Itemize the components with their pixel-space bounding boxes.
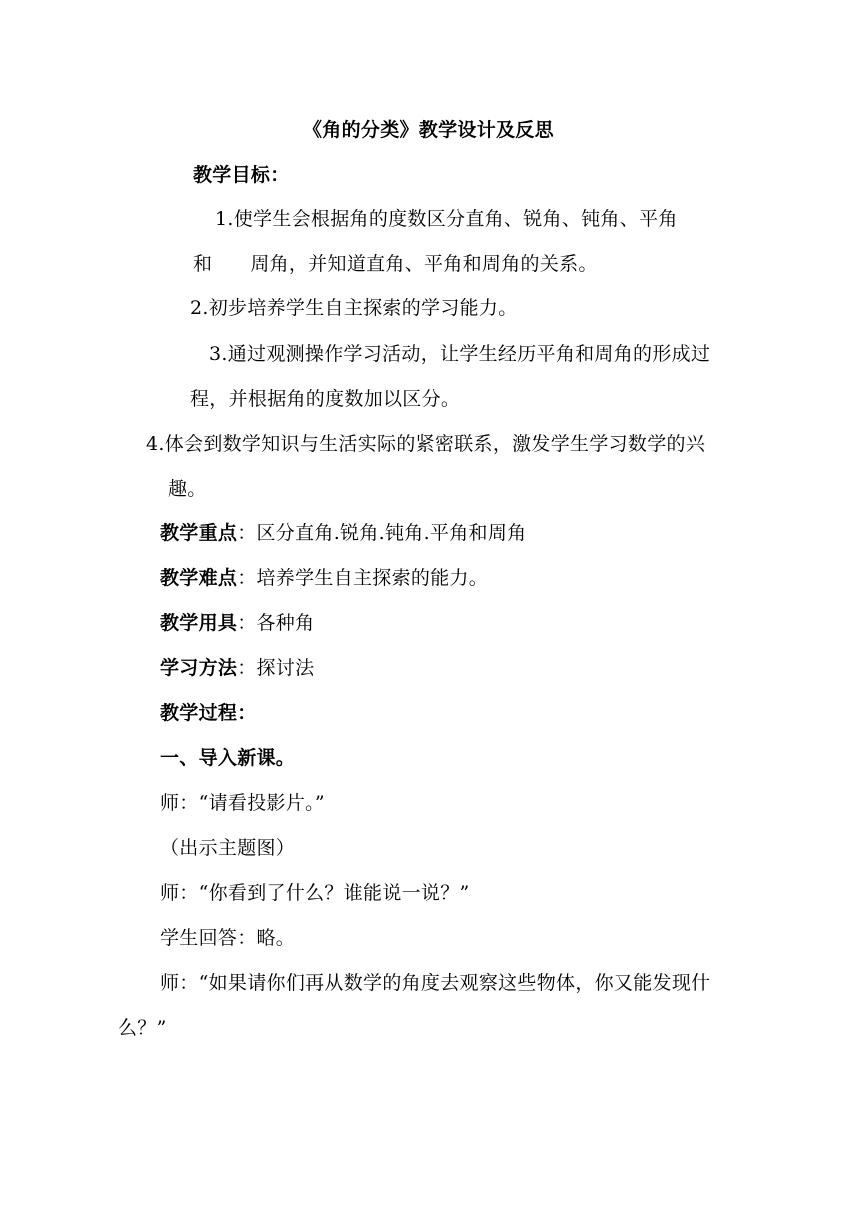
tools-label: 教学用具: [160, 612, 238, 634]
objectives-heading: 教学目标：: [193, 164, 290, 186]
teacher-line-1: 师：“请看投影片。”: [160, 792, 325, 814]
teacher-line-3-part-2: 么？”: [118, 1017, 167, 1039]
objective-3-line-1: 3.通过观测操作学习活动，让学生经历平角和周角的形成过: [209, 343, 711, 365]
method-label: 学习方法: [160, 657, 238, 679]
tools-value: ：各种角: [237, 612, 315, 634]
process-heading: 教学过程：: [160, 702, 257, 724]
objective-1-line-2: [193, 252, 598, 276]
objective-1-line-1: 1.使学生会根据角的度数区分直角、锐角、钝角、平角: [215, 208, 678, 230]
teacher-line-3-part-1: 师：“如果请你们再从数学的角度去观察这些物体，你又能发现什: [160, 972, 711, 994]
tools-line: [160, 611, 314, 635]
objective-2: 2.初步培养学生自主探索的学习能力。: [190, 297, 518, 319]
key-point-label: 教学重点: [160, 522, 238, 544]
method-value: ：探讨法: [237, 657, 315, 679]
objective-3-line-2: 程，并根据角的度数加以区分。: [190, 388, 461, 410]
teacher-line-2: 师：“你看到了什么？谁能说一说？”: [160, 882, 470, 904]
difficulty-label: 教学难点: [160, 567, 238, 589]
difficulty-value: ：培养学生自主探索的能力。: [237, 567, 489, 589]
show-image-note: （出示主题图）: [160, 837, 296, 859]
objective-1-line-2-start: 和: [193, 253, 213, 275]
objective-1-line-2-end: 周角，并知道直角、平角和周角的关系。: [250, 253, 598, 275]
method-line: [160, 656, 314, 680]
objective-4-line-2: 趣。: [168, 478, 207, 500]
key-point-value: ：区分直角.锐角.钝角.平角和周角: [237, 522, 527, 544]
objective-4-line-1: 4.体会到数学知识与生活实际的紧密联系，激发学生学习数学的兴: [146, 433, 706, 455]
difficulty-line: [160, 566, 488, 590]
student-answer-line: 学生回答：略。: [160, 927, 296, 949]
document-title: 《角的分类》教学设计及反思: [303, 119, 554, 141]
section-1-heading: 一、导入新课。: [160, 747, 296, 769]
key-point-line: [160, 521, 526, 545]
